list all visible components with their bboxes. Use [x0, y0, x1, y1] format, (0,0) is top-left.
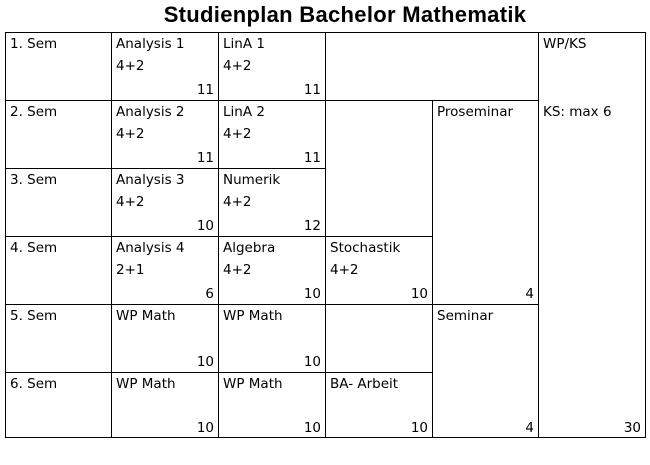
course-analysis-4	[111, 236, 218, 304]
course-algebra	[218, 236, 325, 304]
divider-col-3	[218, 32, 219, 438]
course-lina-2	[218, 100, 325, 168]
course-hours: 4+2	[223, 262, 252, 278]
course-name: Stochastik	[330, 240, 401, 256]
course-credits: 11	[303, 82, 321, 98]
course-name: WP Math	[116, 376, 176, 392]
course-proseminar	[432, 100, 538, 304]
course-credits: 6	[205, 286, 214, 302]
course-credits: 10	[196, 420, 214, 436]
page-title: Studienplan Bachelor Mathematik	[163, 2, 527, 27]
course-wp-math-6a	[111, 372, 218, 438]
course-analysis-3	[111, 168, 218, 236]
divider-row-3	[5, 168, 326, 169]
divider-col-2	[111, 32, 112, 438]
course-name: Analysis 4	[116, 240, 185, 256]
course-credits: 12	[303, 218, 321, 234]
course-hours: 4+2	[330, 262, 359, 278]
course-credits: 10	[303, 420, 321, 436]
course-name: BA- Arbeit	[330, 376, 399, 392]
semester-label: 4. Sem	[10, 240, 58, 256]
divider-col-5	[432, 100, 433, 438]
semester-row-5	[5, 304, 111, 372]
course-hours: 4+2	[116, 58, 145, 74]
study-plan-table	[5, 32, 645, 438]
semester-label: 3. Sem	[10, 172, 58, 188]
course-name: Proseminar	[437, 104, 514, 120]
course-analysis-1	[111, 32, 218, 100]
course-name: WP Math	[223, 376, 283, 392]
semester-row-1	[5, 32, 111, 100]
course-seminar	[432, 304, 538, 438]
course-credits: 30	[623, 420, 641, 436]
divider-col-6	[538, 32, 539, 438]
course-lina-1	[218, 32, 325, 100]
border-left	[5, 32, 6, 438]
divider-col-4	[325, 32, 326, 438]
semester-label: 2. Sem	[10, 104, 58, 120]
ks-note: KS: max 6	[543, 104, 612, 120]
divider-row-5	[5, 304, 539, 305]
course-name: LinA 1	[223, 36, 265, 52]
course-hours: 4+2	[223, 58, 252, 74]
course-credits: 4	[525, 420, 534, 436]
course-numerik	[218, 168, 325, 236]
course-wp-math-6b	[218, 372, 325, 438]
course-credits: 10	[196, 354, 214, 370]
course-name: Analysis 2	[116, 104, 185, 120]
semester-row-3	[5, 168, 111, 236]
semester-row-2	[5, 100, 111, 168]
course-name: Analysis 1	[116, 36, 185, 52]
divider-row-6	[5, 372, 433, 373]
divider-row-2	[5, 100, 539, 101]
course-name: Seminar	[437, 308, 494, 324]
course-credits: 10	[303, 354, 321, 370]
course-name: WP Math	[116, 308, 176, 324]
semester-label: 5. Sem	[10, 308, 58, 324]
semester-label: 1. Sem	[10, 36, 58, 52]
course-wp-math-5b	[218, 304, 325, 372]
course-analysis-2	[111, 100, 218, 168]
course-hours: 4+2	[116, 194, 145, 210]
course-hours: 4+2	[223, 194, 252, 210]
border-right	[645, 32, 646, 438]
course-hours: 4+2	[116, 126, 145, 142]
course-stochastik	[325, 236, 432, 304]
course-wp-math-5a	[111, 304, 218, 372]
course-name: Analysis 3	[116, 172, 185, 188]
course-credits: 10	[196, 218, 214, 234]
course-credits: 11	[196, 82, 214, 98]
course-credits: 11	[303, 150, 321, 166]
course-credits: 10	[410, 286, 428, 302]
course-credits: 4	[525, 286, 534, 302]
course-credits: 10	[303, 286, 321, 302]
course-hours: 2+1	[116, 262, 145, 278]
semester-row-4	[5, 236, 111, 304]
semester-row-6	[5, 372, 111, 438]
course-name: LinA 2	[223, 104, 265, 120]
course-name: Numerik	[223, 172, 281, 188]
semester-label: 6. Sem	[10, 376, 58, 392]
wp-ks-column	[538, 32, 645, 438]
course-name: WP Math	[223, 308, 283, 324]
course-credits: 10	[410, 420, 428, 436]
course-hours: 4+2	[223, 126, 252, 142]
course-name: Algebra	[223, 240, 276, 256]
course-ba-arbeit	[325, 372, 432, 438]
course-credits: 11	[196, 150, 214, 166]
course-name: WP/KS	[543, 36, 587, 52]
divider-row-4	[5, 236, 433, 237]
